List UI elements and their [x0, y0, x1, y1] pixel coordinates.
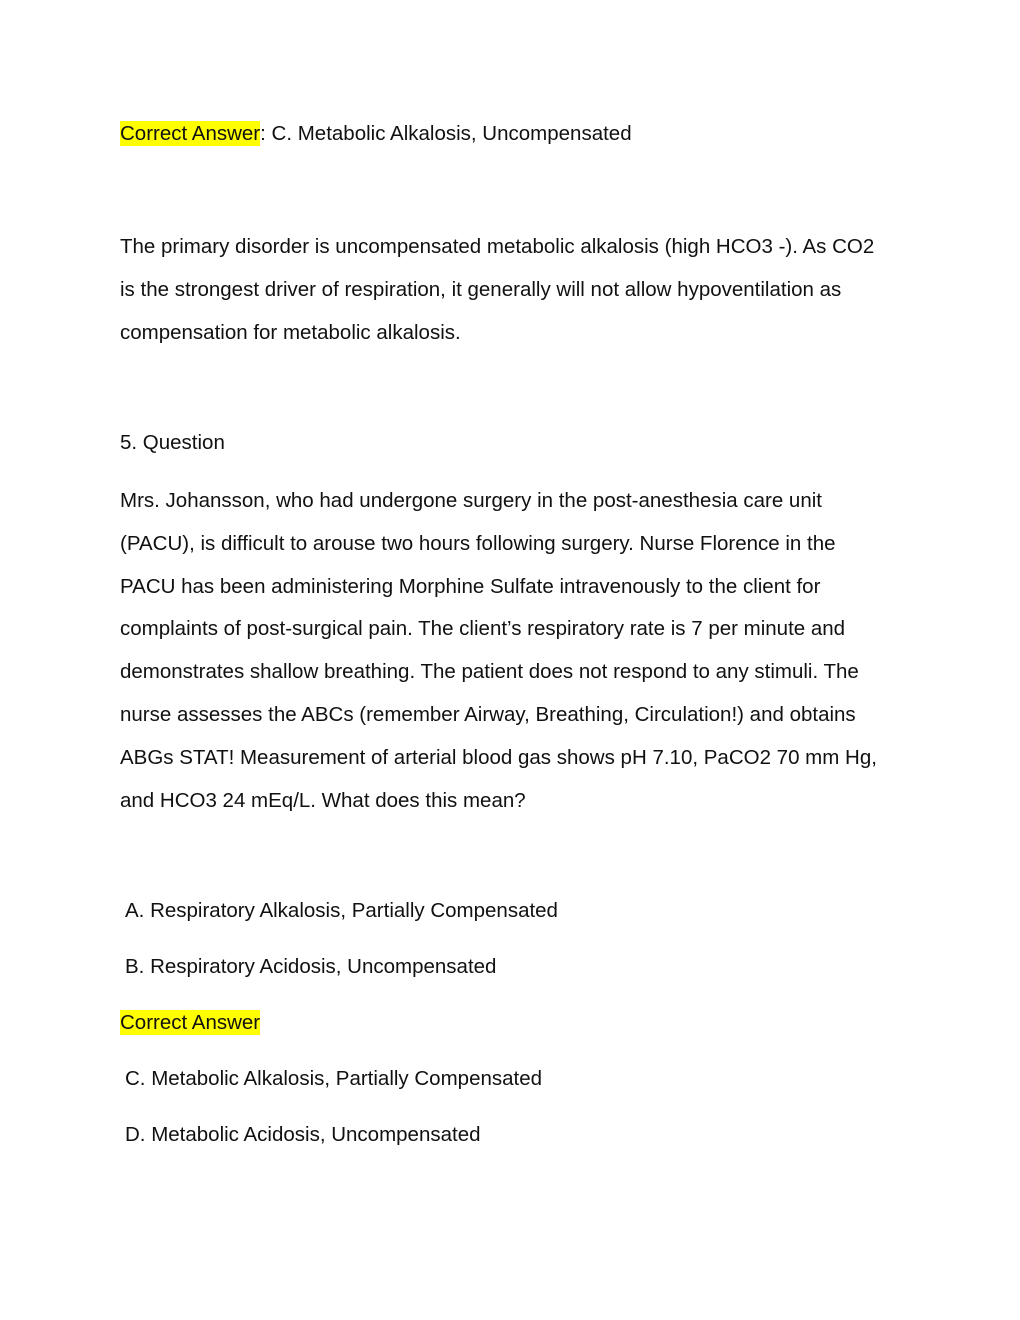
option-a: A. Respiratory Alkalosis, Partially Compensated: [125, 899, 558, 922]
question-line: nurse assesses the ABCs (remember Airway, Breathing, Circulation!) and obtains: [120, 702, 856, 726]
question-line: complaints of post-surgical pain. The client’s respiratory rate is 7 per minute and: [120, 617, 846, 641]
rationale-line: compensation for metabolic alkalosis.: [120, 320, 461, 344]
option-b: B. Respiratory Acidosis, Uncompensated: [125, 955, 497, 978]
correct-answer-highlight: Correct Answer: [120, 1011, 261, 1034]
question-line: and HCO3 24 mEq/L. What does this mean?: [120, 788, 526, 812]
rationale-paragraph: [120, 226, 910, 354]
question-heading: 5. Question: [120, 431, 225, 454]
correct-answer-text: : C. Metabolic Alkalosis, Uncompensated: [260, 122, 632, 145]
question-stem: [120, 480, 910, 822]
option-d: D. Metabolic Acidosis, Uncompensated: [125, 1123, 481, 1146]
question-line: demonstrates shallow breathing. The patient does not respond to any stimuli. The: [120, 660, 859, 684]
option-c: C. Metabolic Alkalosis, Partially Compensated: [125, 1067, 543, 1090]
correct-answer-marker: [120, 1009, 260, 1037]
question-line: ABGs STAT! Measurement of arterial blood gas shows pH 7.10, PaCO2 70 mm Hg,: [120, 745, 877, 769]
question-line: (PACU), is difficult to arouse two hours following surgery. Nurse Florence in the: [120, 531, 836, 555]
previous-correct-answer: [120, 120, 632, 148]
question-line: PACU has been administering Morphine Sulfate intravenously to the client for: [120, 574, 821, 598]
correct-answer-highlight: Correct Answer: [120, 122, 261, 145]
rationale-line: The primary disorder is uncompensated metabolic alkalosis (high HCO3 -). As CO2: [120, 235, 875, 258]
question-line: Mrs. Johansson, who had undergone surgery in the post-anesthesia care unit: [120, 489, 822, 512]
rationale-line: is the strongest driver of respiration, it generally will not allow hypoventilation as: [120, 277, 842, 301]
